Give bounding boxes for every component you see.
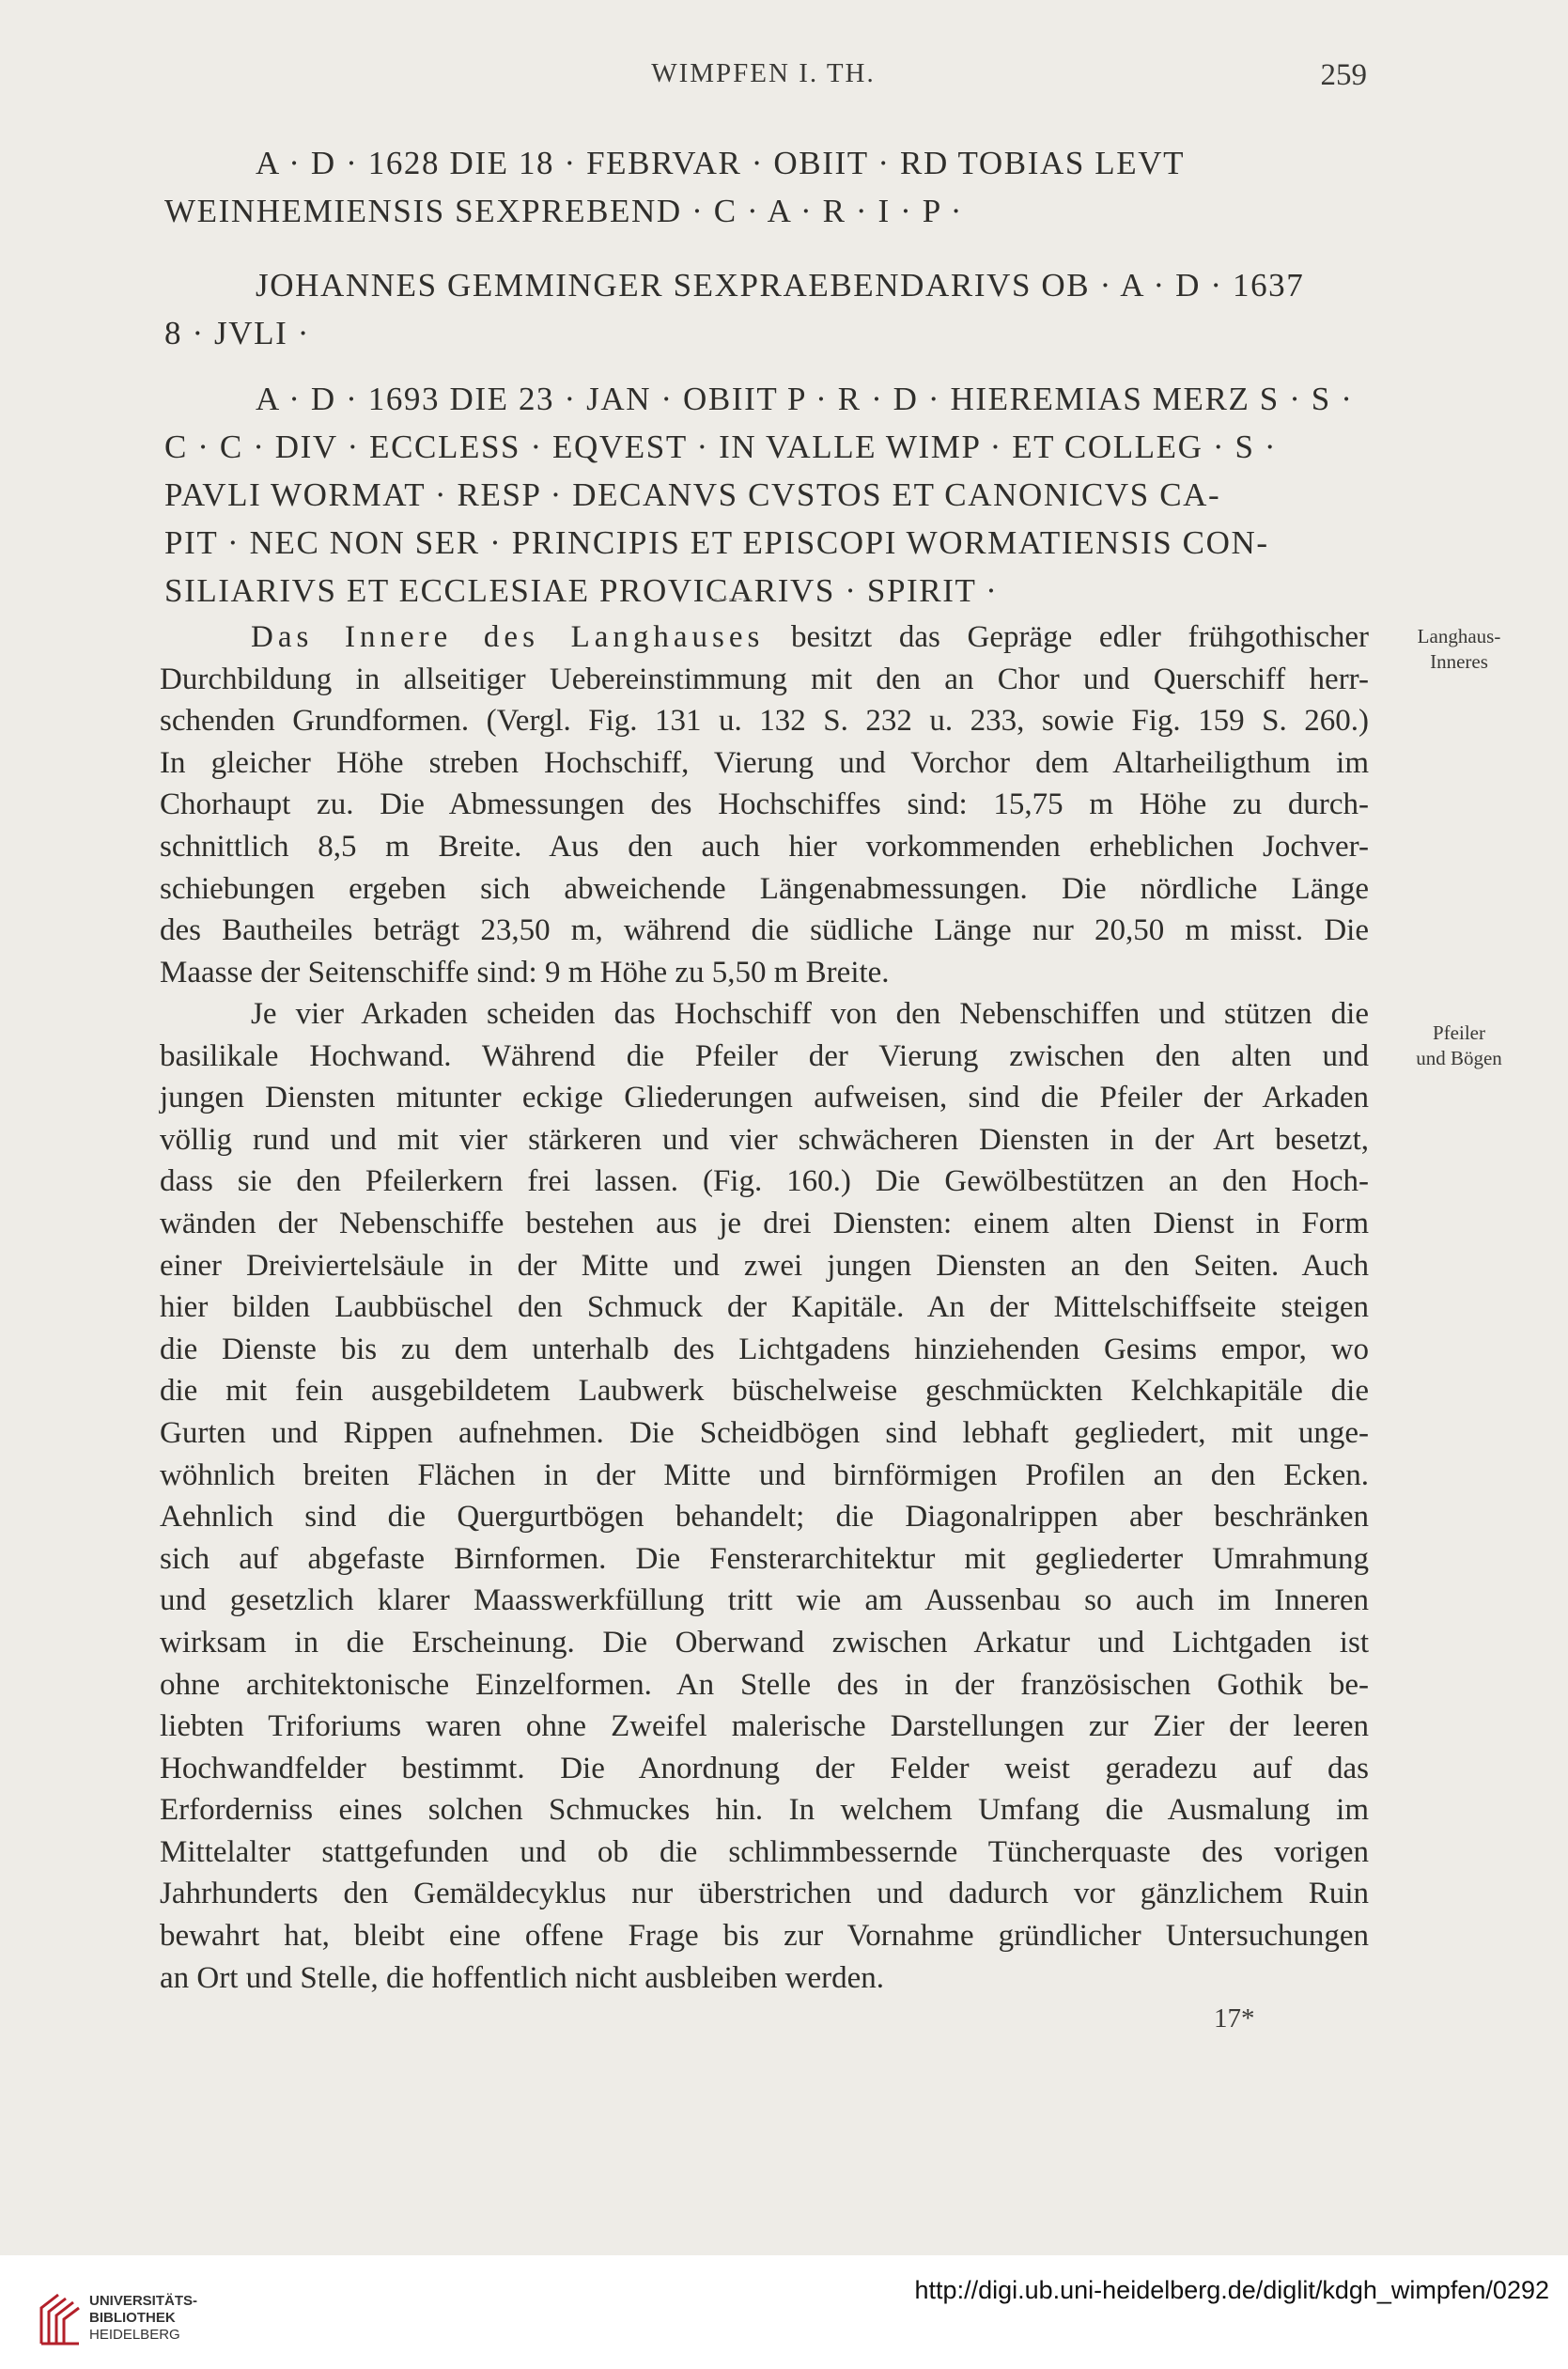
margin-note-langhaus — [1398, 624, 1520, 675]
paragraph-line: Erforderniss eines solchen Schmuckes hin. In welchem Umfang die Ausmalung im — [160, 1793, 1369, 1828]
paragraph-line: Maasse der Seitenschiffe sind: 9 m Höhe zu 5,50 m Breite. — [160, 955, 890, 990]
inscription-line: 8 · JVLI · — [164, 315, 310, 351]
inscription-line: SILIARIVS ET ECCLESIAE PROVICARIVS · SPIRIT · — [164, 572, 999, 609]
paragraph-line: und gesetzlich klarer Maasswerkfüllung tritt wie am Aussenbau so auch im Inneren — [160, 1583, 1369, 1618]
digitization-footer — [0, 2255, 1568, 2369]
inscription-line: JOHANNES GEMMINGER SEXPRAEBENDARIVS OB · A · D · 1637 — [256, 267, 1305, 304]
inscription-line: WEINHEMIENSIS SEXPREBEND · C · A · R · I · P · — [164, 193, 964, 229]
paragraph-line: dass sie den Pfeilerkern frei lassen. (Fig. 160.) Die Gewölbestützen an den Hoch- — [160, 1164, 1369, 1199]
inscription-line: A · D · 1693 DIE 23 · JAN · OBIIT P · R · D · HIEREMIAS MERZ S · S · — [256, 381, 1354, 417]
margin-note-line: Inneres — [1430, 650, 1488, 673]
paragraph-line: schiebungen ergeben sich abweichende Längenabmessungen. Die nördliche Länge — [160, 871, 1369, 906]
section-divider — [709, 599, 752, 600]
inscription-gemminger — [164, 261, 1364, 357]
margin-note-line: Pfeiler — [1433, 1021, 1485, 1044]
inscription-hieremias-merz — [164, 375, 1364, 615]
paragraph-line: In gleicher Höhe streben Hochschiff, Vierung und Vorchor dem Altarheiligthum im — [160, 745, 1369, 780]
margin-note-line: und Bögen — [1416, 1047, 1502, 1069]
paragraph-line: die mit fein ausgebildetem Laubwerk büschelweise geschmückten Kelchkapitäle die — [160, 1374, 1369, 1409]
running-header — [160, 58, 1367, 96]
page-number: 259 — [1320, 58, 1367, 92]
library-name-line: UNIVERSITÄTS- — [89, 2293, 198, 2309]
paragraph-langhaus — [160, 616, 1369, 993]
paragraph-line: basilikale Hochwand. Während die Pfeiler der Vierung zwischen den alten und — [160, 1038, 1369, 1073]
paragraph-pfeiler — [160, 993, 1369, 1999]
library-logo-icon — [38, 2291, 81, 2347]
running-title: WIMPFEN I. TH. — [651, 58, 876, 88]
paragraph-line: ohne architektonische Einzelformen. An Stelle des in der französischen Gothik be- — [160, 1667, 1369, 1702]
inscription-tobias-levt — [164, 139, 1364, 235]
paragraph-line: hier bilden Laubbüschel den Schmuck der Kapitäle. An der Mittelschiffseite steigen — [160, 1290, 1369, 1325]
lead-continuation: besitzt das Gepräge edler frühgothischer — [764, 620, 1369, 654]
paragraph-line-first — [160, 616, 1369, 659]
paragraph-line: Gurten und Rippen aufnehmen. Die Scheidbögen sind lebhaft gegliedert, mit unge- — [160, 1415, 1369, 1450]
paragraph-line: schenden Grundformen. (Vergl. Fig. 131 u. 132 S. 232 u. 233, sowie Fig. 159 S. 260.) — [160, 704, 1369, 739]
paragraph-line: jungen Diensten mitunter eckige Gliederungen aufweisen, sind die Pfeiler der Arkaden — [160, 1081, 1369, 1115]
paragraph-line: Mittelalter stattgefunden und ob die schlimmbessernde Tüncherquaste des vorigen — [160, 1834, 1369, 1869]
paragraph-line: Jahrhunderts den Gemäldecyklus nur überstrichen und dadurch vor gänzlichem Ruin — [160, 1877, 1369, 1911]
paragraph-line: wirksam in die Erscheinung. Die Oberwand zwischen Arkatur und Lichtgaden ist — [160, 1625, 1369, 1660]
source-url-link[interactable]: http://digi.ub.uni-heidelberg.de/diglit/kdgh_wimpfen/0292 — [914, 2276, 1549, 2304]
paragraph-line: Je vier Arkaden scheiden das Hochschiff von den Nebenschiffen und stützen die — [251, 997, 1369, 1031]
inscription-line: C · C · DIV · ECCLESS · EQVEST · IN VALLE WIMP · ET COLLEG · S · — [164, 429, 1278, 465]
paragraph-line: liebten Triforiums waren ohne Zweifel malerische Darstellungen zur Zier der leeren — [160, 1709, 1369, 1744]
paragraph-line: Aehnlich sind die Quergurtbögen behandelt; die Diagonalrippen aber beschränken — [160, 1500, 1369, 1535]
inscription-line: A · D · 1628 DIE 18 · FEBRVAR · OBIIT · RD TOBIAS LEVT — [256, 145, 1186, 181]
inscription-line: PAVLI WORMAT · RESP · DECANVS CVSTOS ET CANONICVS CA- — [164, 476, 1221, 513]
paragraph-line: wänden der Nebenschiffe bestehen aus je drei Diensten: einem alten Dienst in Form — [160, 1206, 1369, 1240]
library-name-line: HEIDELBERG — [89, 2327, 180, 2343]
paragraph-line: Durchbildung in allseitiger Uebereinstimmung mit den an Chor und Querschiff herr- — [160, 662, 1369, 696]
paragraph-line: die Dienste bis zu dem unterhalb des Lichtgadens hinziehenden Gesims empor, wo — [160, 1332, 1369, 1366]
paragraph-line: einer Dreiviertelsäule in der Mitte und zwei jungen Diensten an den Seiten. Auch — [160, 1248, 1369, 1283]
library-name — [89, 2293, 197, 2344]
paragraph-line: sich auf abgefaste Birnformen. Die Fensterarchitektur mit gegliederter Umrahmung — [160, 1541, 1369, 1576]
margin-note-pfeiler — [1398, 1021, 1520, 1071]
paragraph-line: schnittlich 8,5 m Breite. Aus den auch hier vorkommenden erheblichen Jochver- — [160, 829, 1369, 864]
paragraph-line: völlig rund und mit vier stärkeren und vier schwächeren Diensten in der Art besetzt, — [160, 1122, 1369, 1157]
signature-mark: 17* — [1214, 2003, 1255, 2034]
inscription-line: PIT · NEC NON SER · PRINCIPIS ET EPISCOPI WORMATIENSIS CON- — [164, 524, 1269, 561]
paragraph-line: Chorhaupt zu. Die Abmessungen des Hochschiffes sind: 15,75 m Höhe zu durch- — [160, 787, 1369, 822]
paragraph-line: an Ort und Stelle, die hoffentlich nicht ausbleiben werden. — [160, 1960, 885, 1995]
paragraph-line: bewahrt hat, bleibt eine offene Frage bis zur Vornahme gründlicher Untersuchungen — [160, 1919, 1369, 1954]
paragraph-line: Hochwandfelder bestimmt. Die Anordnung der Felder weist geradezu auf das — [160, 1751, 1369, 1785]
library-name-line: BIBLIOTHEK — [89, 2310, 176, 2326]
spaced-lead-text: Das Innere des Langhauses — [251, 620, 765, 654]
paragraph-line: des Bautheiles beträgt 23,50 m, während die südliche Länge nur 20,50 m misst. Die — [160, 913, 1369, 948]
margin-note-line: Langhaus- — [1417, 625, 1501, 647]
paragraph-line: wöhnlich breiten Flächen in der Mitte und birnförmigen Profilen an den Ecken. — [160, 1457, 1369, 1492]
